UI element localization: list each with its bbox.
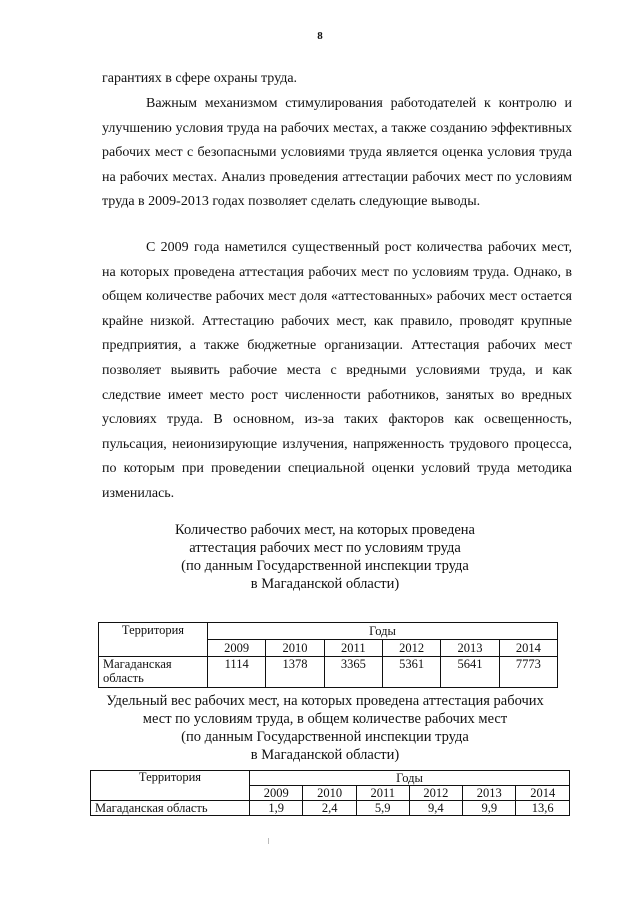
table1-caption-line: Количество рабочих мест, на которых проведена (175, 522, 475, 538)
year-cell: 2010 (303, 786, 356, 801)
header-years: Годы (208, 623, 558, 640)
paragraph-analysis: С 2009 года наметился существенный рост количества рабочих мест, на которых проведена аттестация рабочих мест по условиям труда. Однако, в общем количестве рабочих мест доля «аттестованных» рабочих мест остается крайне низкой. Аттестацию рабочих мест, как правило, проводят крупные предприятия, а также бюджетные организации. Аттестация рабочих мест позволяет выявить рабочие места с вредными условиями труда, и как следствие имеет место рост численности работников, занятых во вредных условиях труда. В основном, из-за таких факторов как освещенность, пульсация, неионизирующие излучения, напряженность трудового процесса, по которым при проведении специальной оценки условий труда методика изменилась. (102, 240, 572, 501)
paragraph-mechanism: Важным механизмом стимулирования работодателей к контролю и улучшению условия труда на рабочих местах, а также созданию эффективных рабочих мест с безопасными условиями труда является оценка условия труда на рабочих местах. Анализ проведения аттестации рабочих мест по условиям труда в 2009-2013 годах позволяет сделать следующие выводы. (102, 96, 572, 210)
year-cell: 2009 (250, 786, 303, 801)
value-cell: 3365 (324, 657, 382, 688)
year-cell: 2013 (463, 786, 516, 801)
table1-caption-line: (по данным Государственной инспекции труда (181, 558, 469, 574)
header-territory: Территория (91, 771, 250, 801)
table-row (91, 801, 570, 816)
value-cell: 1,9 (250, 801, 303, 816)
year-cell: 2012 (409, 786, 462, 801)
value-cell: 9,9 (463, 801, 516, 816)
table-workplaces-share (90, 770, 570, 816)
table2-caption (80, 692, 570, 764)
table-row (99, 657, 558, 688)
year-cell: 2009 (208, 640, 266, 657)
year-cell: 2013 (441, 640, 499, 657)
value-cell: 7773 (499, 657, 557, 688)
table2-caption-line: Удельный вес рабочих мест, на которых проведена аттестация рабочих (106, 693, 544, 709)
value-cell: 5641 (441, 657, 499, 688)
value-cell: 1114 (208, 657, 266, 688)
table-workplaces-count (98, 622, 558, 688)
table-row (91, 771, 570, 786)
table2-caption-line: (по данным Государственной инспекции труда (181, 729, 469, 745)
year-cell: 2014 (516, 786, 570, 801)
table2-caption-line: мест по условиям труда, в общем количестве рабочих мест (142, 711, 508, 727)
value-cell: 9,4 (409, 801, 462, 816)
table2-caption-line: в Магаданской области) (250, 747, 400, 763)
header-years: Годы (250, 771, 570, 786)
year-cell: 2014 (499, 640, 557, 657)
year-cell: 2011 (356, 786, 409, 801)
value-cell: 2,4 (303, 801, 356, 816)
table-row (99, 623, 558, 640)
page-number: 8 (317, 30, 323, 42)
year-cell: 2012 (382, 640, 440, 657)
table1-caption-line: аттестация рабочих мест по условиям труда (189, 540, 461, 556)
value-cell: 13,6 (516, 801, 570, 816)
header-territory: Территория (99, 623, 208, 657)
year-cell: 2010 (266, 640, 324, 657)
value-cell: 5,9 (356, 801, 409, 816)
row-label: Магаданская область (91, 801, 250, 816)
row-label: Магаданская область (99, 657, 208, 688)
table1-caption-line: в Магаданской области) (250, 576, 400, 592)
scan-mark (268, 838, 269, 844)
paragraph-intro: гарантиях в сфере охраны труда. (102, 71, 298, 86)
value-cell: 1378 (266, 657, 324, 688)
table1-caption (90, 521, 560, 593)
value-cell: 5361 (382, 657, 440, 688)
year-cell: 2011 (324, 640, 382, 657)
